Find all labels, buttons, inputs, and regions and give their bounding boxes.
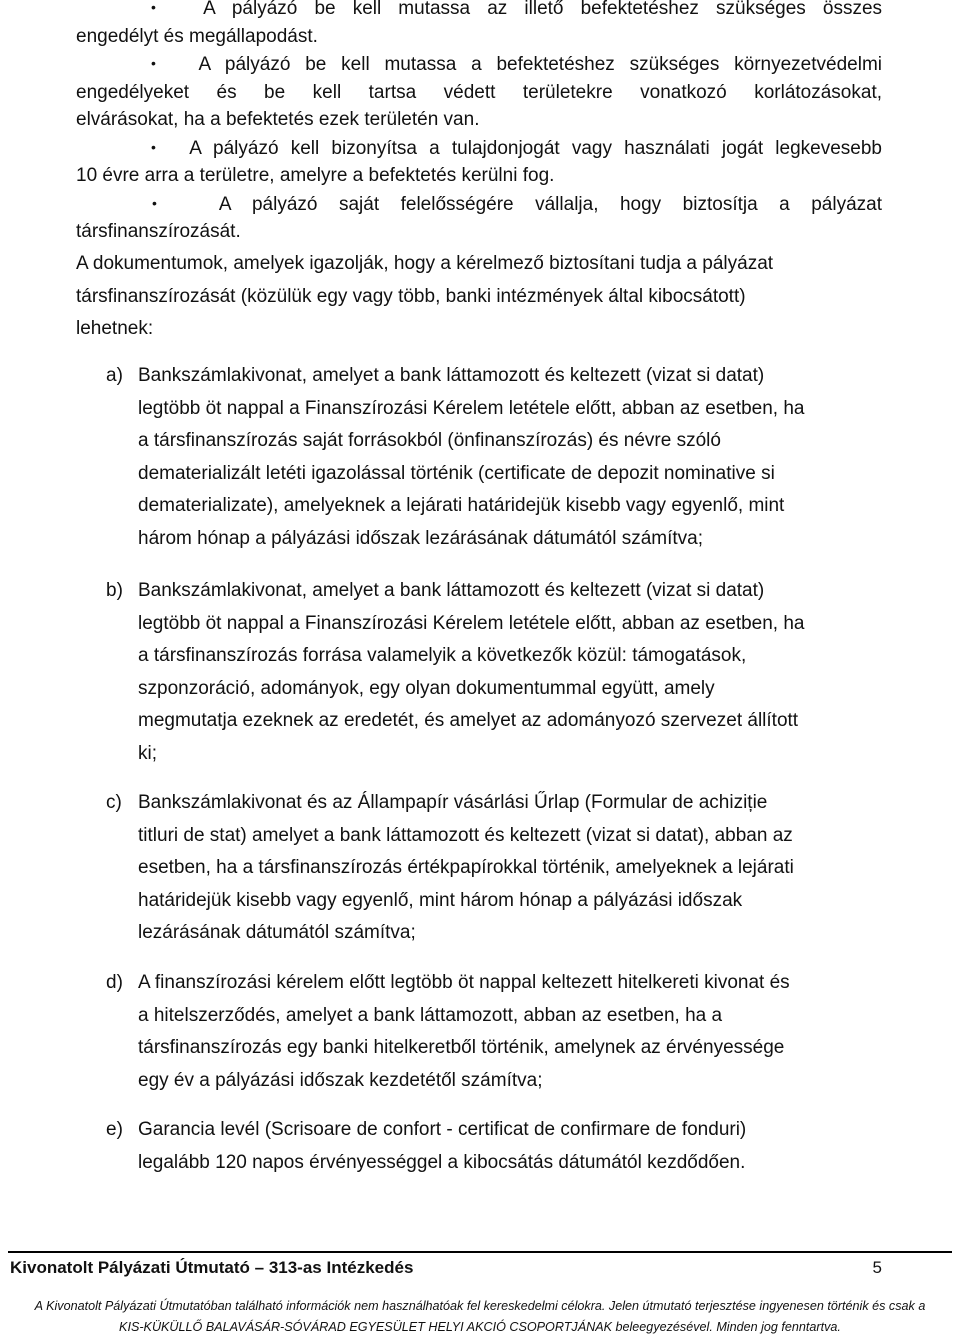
page-number: 5 (872, 1258, 882, 1277)
list-item-line: Garancia levél (Scrisoare de confort - certificat de confirmare de fonduri) (138, 1119, 747, 1140)
bullet-text-line: A pályázó kell bizonyítsa a tulajdonjogát vagy használati jogát legkevesebb (189, 137, 882, 159)
bullet-text-line: A pályázó saját felelősségére vállalja, hogy biztosítja a pályázat (218, 193, 882, 215)
list-marker: d) (106, 972, 123, 993)
list-item-line: esetben, ha a társfinanszírozás értékpapírokkal történik, amelyeknek a lejárati (138, 857, 794, 879)
list-item-line: titluri de stat) amelyet a bank láttamozott és keltezett (vizat si datat), abban az (138, 824, 793, 846)
list-item-line: ki; (138, 742, 157, 764)
bullet-text-line: A pályázó be kell mutassa az illető befektetéshez szükséges összes (203, 0, 883, 19)
list-item-d (76, 967, 790, 1097)
intro-paragraph (76, 248, 866, 346)
list-item-line: A finanszírozási kérelem előtt legtöbb öt nappal keltezett hitelkereti kivonat és (138, 972, 790, 993)
list-item-c (76, 787, 794, 950)
bullet-paragraph (76, 190, 882, 246)
bullet-text-line: A pályázó be kell mutassa a befektetéshez szükséges környezetvédelmi (198, 54, 882, 75)
list-item-line: legtöbb öt nappal a Finanszírozási Kérelem letétele előtt, abban az esetben, ha (138, 612, 805, 634)
list-item-line: három hónap a pályázási időszak lezárásának dátumától számítva; (138, 527, 704, 549)
bullet-text-line: társfinanszírozását. (76, 221, 241, 242)
list-item-line: Bankszámlakivonat, amelyet a bank láttamozott és keltezett (vizat si datat) (138, 365, 765, 386)
list-item-e (76, 1114, 746, 1179)
list-item-line: lezárásának dátumától számítva; (138, 922, 416, 944)
intro-line: társfinanszírozását (közülük egy vagy több, banki intézmények által kibocsátott) (76, 285, 746, 307)
list-item-line: Bankszámlakivonat és az Állampapír vásárlási Űrlap (Formular de achiziție (138, 792, 768, 813)
bullet-text-line: engedélyt és megállapodást. (76, 25, 318, 47)
footer-title: Kivonatolt Pályázati Útmutató – 313-as Intézkedés (10, 1258, 414, 1277)
list-marker: a) (106, 365, 123, 386)
list-item-line: határidejük kisebb vagy egyenlő, mint három hónap a pályázási időszak (138, 889, 743, 911)
footer-disclaimer-line: A Kivonatolt Pályázati Útmutatóban található információk nem használhatóak fel kereskedelmi célokra. Jelen útmutató terjesztése ingyenesen történik és csak a (34, 1299, 926, 1313)
bullet-paragraph (76, 0, 882, 50)
bullet-text-line: elvárásokat, ha a befektetés ezek területén van. (76, 109, 480, 130)
list-item-line: a társfinanszírozás saját forrásokból (önfinanszírozás) és névre szóló (138, 430, 721, 452)
list-item-line: legalább 120 napos érvényességgel a kibocsátás dátumától kezdődően. (138, 1151, 746, 1173)
list-item-line: társfinanszírozás egy banki hitelkeretből történik, amelynek az érvényessége (138, 1037, 785, 1059)
bullet-icon: • (151, 55, 156, 71)
bullet-paragraph (76, 134, 882, 190)
bullet-icon: • (151, 0, 156, 15)
list-item-a (76, 360, 805, 556)
list-marker: e) (106, 1119, 123, 1140)
footer-disclaimer-line: KIS-KÜKÜLLŐ BALAVÁSÁR-SÓVÁRAD EGYESÜLET HELYI AKCIÓ CSOPORTJÁNAK beleegyezésével. Minden jog fenntartva. (119, 1320, 841, 1334)
list-item-line: dematerializate), amelyeknek a lejárati határidejük kisebb vagy egyenlő, mint (138, 495, 785, 517)
list-item-line: egy év a pályázási időszak kezdetétől számítva; (138, 1069, 543, 1091)
list-marker: b) (106, 580, 123, 601)
list-marker: c) (106, 792, 122, 813)
list-item-line: szponzoráció, adományok, egy olyan dokumentummal együtt, amely (138, 677, 715, 699)
bullet-icon: • (151, 138, 156, 155)
requirement-bullets (76, 0, 882, 246)
bullet-text-line: 10 évre arra a területre, amelyre a befektetés kerülni fog. (76, 165, 555, 186)
bullet-paragraph (76, 50, 882, 134)
list-item-line: dematerializált letéti igazolással történik (certificate de depozit nominative si (138, 462, 775, 484)
footer-divider (8, 1251, 952, 1253)
bullet-icon: • (152, 194, 157, 211)
list-item-line: Bankszámlakivonat, amelyet a bank láttamozott és keltezett (vizat si datat) (138, 580, 765, 601)
intro-line: lehetnek: (76, 318, 154, 339)
list-item-b (76, 575, 805, 771)
list-item-line: a hitelszerződés, amelyet a bank láttamozott, abban az esetben, ha a (138, 1004, 723, 1026)
intro-line: A dokumentumok, amelyek igazolják, hogy a kérelmező biztosítani tudja a pályázat (76, 253, 774, 274)
bullet-text-line: engedélyeket és be kell tartsa védett területekre vonatkozó korlátozásokat, (76, 81, 882, 103)
list-item-line: legtöbb öt nappal a Finanszírozási Kérelem letétele előtt, abban az esetben, ha (138, 397, 805, 419)
list-item-line: megmutatja ezeknek az eredetét, és amelyet az adományozó szervezet állított (138, 710, 799, 732)
list-item-line: a társfinanszírozás forrása valamelyik a következők közül: támogatások, (138, 645, 747, 667)
